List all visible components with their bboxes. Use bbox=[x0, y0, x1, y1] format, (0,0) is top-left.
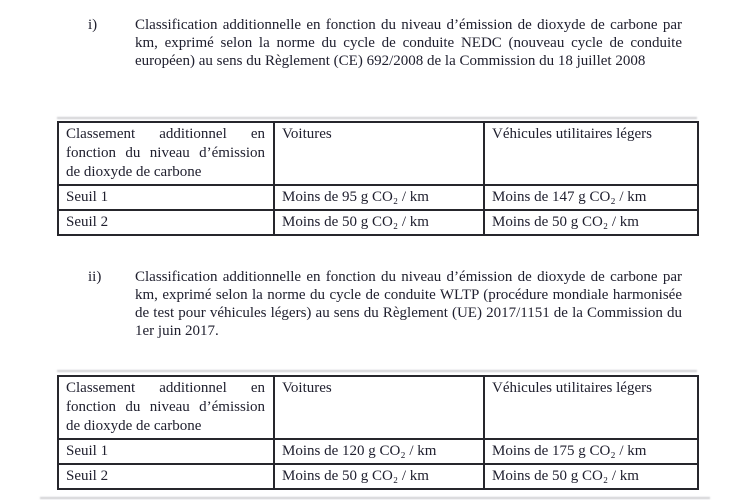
table-row bbox=[58, 185, 698, 210]
wltp-classification-table bbox=[57, 375, 699, 490]
table1-seuil1-vul-value: Moins de 147 g CO₂ / km bbox=[484, 185, 698, 210]
table-header-row bbox=[58, 376, 698, 439]
table1-header-vehicules-utilitaires: Véhicules utilitaires légers bbox=[484, 122, 698, 185]
table-row bbox=[58, 464, 698, 489]
table1-header-voitures: Voitures bbox=[274, 122, 484, 185]
table2-header-voitures: Voitures bbox=[274, 376, 484, 439]
table1-seuil2-voitures-value: Moins de 50 g CO₂ / km bbox=[274, 210, 484, 235]
clause-i-text: Classification additionnelle en fonction du niveau d’émission de dioxyde de carbone par km, exprimé selon la norme du cycle de conduite NEDC (nouveau cycle de conduite européen) au sens du Règlement (CE) 692/2008 de la Commission du 18 juillet 2008 bbox=[135, 17, 682, 69]
clause-ii bbox=[88, 268, 682, 340]
scan-artifact bbox=[40, 497, 710, 499]
table2-header-classement: Classement additionnel en fonction du niveau d’émission de dioxyde de carbone bbox=[58, 376, 274, 439]
table1-header-classement: Classement additionnel en fonction du niveau d’émission de dioxyde de carbone bbox=[58, 122, 274, 185]
table2-header-vehicules-utilitaires: Véhicules utilitaires légers bbox=[484, 376, 698, 439]
table-row bbox=[58, 439, 698, 464]
table1-seuil2-vul-value: Moins de 50 g CO₂ / km bbox=[484, 210, 698, 235]
table-row bbox=[58, 210, 698, 235]
table2-seuil2-vul-value: Moins de 50 g CO₂ / km bbox=[484, 464, 698, 489]
clause-ii-marker: ii) bbox=[88, 269, 102, 285]
scan-artifact bbox=[57, 117, 697, 119]
table2-seuil2-label: Seuil 2 bbox=[58, 464, 274, 489]
table2-seuil2-voitures-value: Moins de 50 g CO₂ / km bbox=[274, 464, 484, 489]
scan-artifact bbox=[57, 370, 697, 372]
table1-seuil1-label: Seuil 1 bbox=[58, 185, 274, 210]
clause-i-marker: i) bbox=[88, 17, 98, 33]
table2-seuil1-vul-value: Moins de 175 g CO₂ / km bbox=[484, 439, 698, 464]
clause-i bbox=[88, 16, 682, 70]
nedc-classification-table bbox=[57, 121, 699, 236]
table-header-row bbox=[58, 122, 698, 185]
table2-seuil1-voitures-value: Moins de 120 g CO₂ / km bbox=[274, 439, 484, 464]
table1-seuil1-voitures-value: Moins de 95 g CO₂ / km bbox=[274, 185, 484, 210]
table2-seuil1-label: Seuil 1 bbox=[58, 439, 274, 464]
clause-ii-text: Classification additionnelle en fonction du niveau d’émission de dioxyde de carbone par km, exprimé selon la norme du cycle de conduite WLTP (procédure mondiale harmonisée de test pour véhicules légers) au sens du Règlement (UE) 2017/1151 de la Commission du 1er juin 2017. bbox=[135, 269, 682, 339]
table1-seuil2-label: Seuil 2 bbox=[58, 210, 274, 235]
